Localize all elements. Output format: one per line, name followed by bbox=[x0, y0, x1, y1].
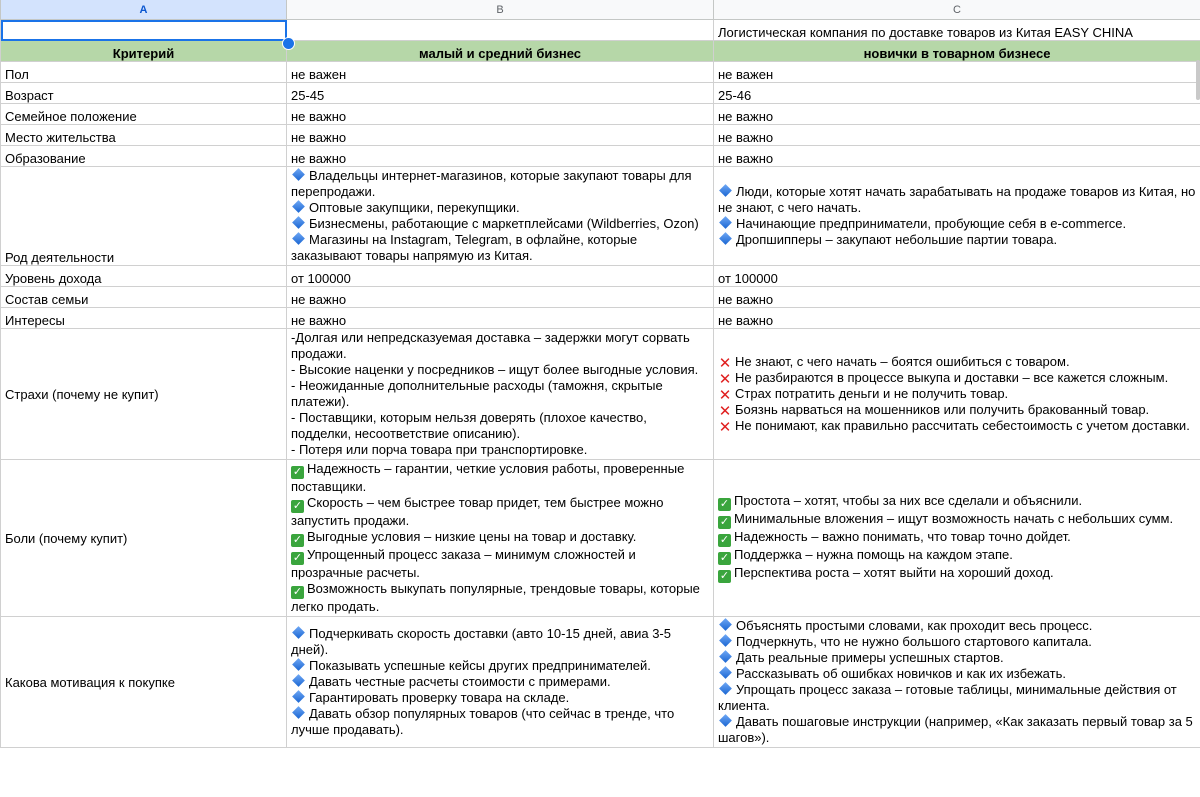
value-cell-c[interactable]: не важно bbox=[714, 308, 1200, 329]
cell-line-text: Надежность – гарантии, четкие условия работы, проверенные поставщики. bbox=[291, 461, 685, 494]
value-cell-b[interactable]: не важно bbox=[287, 308, 714, 329]
blue-diamond-icon bbox=[719, 184, 732, 197]
cell-line bbox=[291, 581, 709, 615]
cell-line-text: Гарантировать проверку товара на складе. bbox=[309, 690, 570, 705]
column-header-b[interactable]: B bbox=[287, 0, 714, 20]
value-cell-c[interactable] bbox=[714, 617, 1200, 748]
value-cell-c[interactable] bbox=[714, 460, 1200, 617]
row-sostav bbox=[1, 287, 1200, 308]
cell-line bbox=[718, 216, 1196, 232]
column-header-row bbox=[1, 0, 1200, 20]
cell-line bbox=[291, 495, 709, 529]
value-cell-b[interactable]: не важен bbox=[287, 62, 714, 83]
check-mark-icon: ✓ bbox=[292, 500, 303, 512]
value-cell-c[interactable]: от 100000 bbox=[714, 266, 1200, 287]
value-cell-b[interactable] bbox=[287, 329, 714, 460]
cell-line bbox=[718, 650, 1196, 666]
criterion-cell[interactable]: Интересы bbox=[1, 308, 287, 329]
blue-diamond-icon bbox=[292, 674, 305, 687]
cell-line bbox=[718, 184, 1196, 216]
value-cell-b[interactable]: 25-45 bbox=[287, 83, 714, 104]
cell-line bbox=[718, 402, 1196, 418]
blue-diamond-icon bbox=[292, 706, 305, 719]
criterion-cell[interactable]: Образование bbox=[1, 146, 287, 167]
cell-line-text: Рассказывать об ошибках новичков и как их избежать. bbox=[736, 666, 1066, 681]
cell-line bbox=[291, 168, 709, 200]
blue-diamond-icon bbox=[719, 682, 732, 695]
cell-line-text: Не знают, с чего начать – боятся ошибиться с товаром. bbox=[735, 354, 1070, 369]
cell-line bbox=[718, 714, 1196, 746]
row-vozrast bbox=[1, 83, 1200, 104]
vertical-scrollbar[interactable] bbox=[1196, 60, 1200, 100]
row-semya bbox=[1, 104, 1200, 125]
row-motivaciya bbox=[1, 617, 1200, 748]
criterion-cell[interactable]: Пол bbox=[1, 62, 287, 83]
check-mark-icon: ✓ bbox=[719, 570, 730, 582]
cell-line-text: Начинающие предприниматели, пробующие себя в e-commerce. bbox=[736, 216, 1127, 231]
value-cell-b[interactable] bbox=[287, 460, 714, 617]
cell-line bbox=[718, 493, 1196, 511]
row-boli bbox=[1, 460, 1200, 617]
check-mark-icon: ✓ bbox=[292, 552, 303, 564]
cell-line-text: Давать пошаговые инструкции (например, «Как заказать первый товар за 5 шагов»). bbox=[718, 714, 1193, 745]
cell-line-text: Возможность выкупать популярные, трендовые товары, которые легко продать. bbox=[291, 581, 700, 614]
cell-line-text: Люди, которые хотят начать зарабатывать на продаже товаров из Китая, но не знают, с чего начать. bbox=[718, 184, 1196, 215]
cell-line-text: Надежность – важно понимать, что товар точно дойдет. bbox=[734, 529, 1071, 544]
cell-line-text: Страх потратить деньги и не получить товар. bbox=[735, 386, 1009, 401]
cell-line bbox=[291, 442, 709, 458]
cell-line bbox=[291, 529, 709, 547]
value-cell-b[interactable]: не важно bbox=[287, 287, 714, 308]
criterion-cell[interactable]: Состав семьи bbox=[1, 287, 287, 308]
blue-diamond-icon bbox=[719, 232, 732, 245]
value-cell-c[interactable] bbox=[714, 329, 1200, 460]
cell-line-text: -Долгая или непредсказуемая доставка – задержки могут сорвать продажи. bbox=[291, 330, 690, 361]
check-mark-icon: ✓ bbox=[719, 498, 730, 510]
value-cell-c[interactable]: 25-46 bbox=[714, 83, 1200, 104]
cell-line-text: Подчеркнуть, что не нужно большого стартового капитала. bbox=[736, 634, 1092, 649]
cell-line-text: Скорость – чем быстрее товар придет, тем быстрее можно запустить продажи. bbox=[291, 495, 664, 528]
active-cell-a1[interactable] bbox=[1, 20, 287, 41]
value-cell-c[interactable]: не важно bbox=[714, 287, 1200, 308]
cell-line bbox=[718, 666, 1196, 682]
cell-line-text: Дать реальные примеры успешных стартов. bbox=[736, 650, 1004, 665]
row-rod bbox=[1, 167, 1200, 266]
row-pol bbox=[1, 62, 1200, 83]
blue-diamond-icon bbox=[719, 650, 732, 663]
cell-line bbox=[291, 690, 709, 706]
cell-line-text: Дропшипперы – закупают небольшие партии товара. bbox=[736, 232, 1058, 247]
cell-line bbox=[718, 370, 1196, 386]
blue-diamond-icon bbox=[292, 200, 305, 213]
cell-line-text: Упрощать процесс заказа – готовые таблицы, минимальные действия от клиента. bbox=[718, 682, 1177, 713]
value-cell-b[interactable]: не важно bbox=[287, 104, 714, 125]
blue-diamond-icon bbox=[719, 714, 732, 727]
cell-line bbox=[291, 232, 709, 264]
cell-line bbox=[718, 232, 1196, 248]
header-row bbox=[1, 41, 1200, 62]
blue-diamond-icon bbox=[719, 216, 732, 229]
cell-line bbox=[291, 626, 709, 658]
cell-line-text: Не разбираются в процессе выкупа и доставки – все кажется сложным. bbox=[735, 370, 1169, 385]
value-cell-b[interactable]: от 100000 bbox=[287, 266, 714, 287]
cell-line bbox=[291, 658, 709, 674]
cell-line bbox=[718, 682, 1196, 714]
criterion-cell[interactable]: Семейное положение bbox=[1, 104, 287, 125]
blue-diamond-icon bbox=[292, 626, 305, 639]
cell-line bbox=[291, 378, 709, 410]
blue-diamond-icon bbox=[719, 666, 732, 679]
cell-line-text: Минимальные вложения – ищут возможность начать с небольших сумм. bbox=[734, 511, 1174, 526]
title-row bbox=[1, 20, 1200, 41]
cell-line-text: Выгодные условия – низкие цены на товар и доставку. bbox=[307, 529, 637, 544]
check-mark-icon: ✓ bbox=[292, 466, 303, 478]
cell-line bbox=[291, 330, 709, 362]
criterion-cell[interactable]: Боли (почему купит) bbox=[1, 460, 287, 617]
cell-line-text: Объяснять простыми словами, как проходит весь процесс. bbox=[736, 618, 1093, 633]
header-segment-b[interactable]: малый и средний бизнес bbox=[287, 41, 714, 62]
cell-line bbox=[291, 200, 709, 216]
value-cell-b[interactable]: не важно bbox=[287, 125, 714, 146]
row-obrazovanie bbox=[1, 146, 1200, 167]
row-strahi bbox=[1, 329, 1200, 460]
title-cell[interactable]: Логистическая компания по доставке товаров из Китая EASY CHINA bbox=[714, 20, 1200, 41]
row-interesy bbox=[1, 308, 1200, 329]
cell-line-text: Боязнь нарваться на мошенников или получить бракованный товар. bbox=[735, 402, 1150, 417]
cross-mark-icon: ✕ bbox=[718, 371, 732, 388]
cell-line-text: Бизнесмены, работающие с маркетплейсами (Wildberries, Ozon) bbox=[309, 216, 699, 231]
cross-mark-icon: ✕ bbox=[718, 355, 732, 372]
cell-line bbox=[291, 216, 709, 232]
cell-line-text: Давать честные расчеты стоимости с примерами. bbox=[309, 674, 611, 689]
cell-line-text: Поддержка – нужна помощь на каждом этапе. bbox=[734, 547, 1013, 562]
blue-diamond-icon bbox=[719, 618, 732, 631]
cell-line-text: Перспектива роста – хотят выйти на хороший доход. bbox=[734, 565, 1054, 580]
cell-line bbox=[718, 565, 1196, 583]
value-cell-c[interactable]: не важно bbox=[714, 146, 1200, 167]
cell-line-text: Упрощенный процесс заказа – минимум сложностей и прозрачные расчеты. bbox=[291, 547, 636, 580]
cell-line bbox=[718, 634, 1196, 650]
cell-line bbox=[718, 547, 1196, 565]
row-mesto bbox=[1, 125, 1200, 146]
cross-mark-icon: ✕ bbox=[718, 387, 732, 404]
value-cell-b[interactable] bbox=[287, 617, 714, 748]
cell-line-text: Магазины на Instagram, Telegram, в офлайне, которые заказывают товары напрямую из Китая. bbox=[291, 232, 638, 263]
cell-line bbox=[718, 418, 1196, 434]
cell-line bbox=[291, 362, 709, 378]
criterion-cell[interactable]: Уровень дохода bbox=[1, 266, 287, 287]
cell-line bbox=[718, 511, 1196, 529]
cell-line bbox=[291, 410, 709, 442]
blue-diamond-icon bbox=[292, 690, 305, 703]
blue-diamond-icon bbox=[292, 168, 305, 181]
cross-mark-icon: ✕ bbox=[718, 403, 732, 420]
cell-line-text: Простота – хотят, чтобы за них все сделали и объяснили. bbox=[734, 493, 1083, 508]
blue-diamond-icon bbox=[292, 658, 305, 671]
cell-line-text: Оптовые закупщики, перекупщики. bbox=[309, 200, 520, 215]
cell-line bbox=[291, 461, 709, 495]
check-mark-icon: ✓ bbox=[719, 516, 730, 528]
cell-line bbox=[291, 547, 709, 581]
cell-b1[interactable] bbox=[287, 20, 714, 41]
cell-line bbox=[718, 354, 1196, 370]
criterion-cell[interactable]: Страхи (почему не купит) bbox=[1, 329, 287, 460]
cell-line-text: - Высокие наценки у посредников – ищут более выгодные условия. bbox=[291, 362, 699, 377]
check-mark-icon: ✓ bbox=[719, 534, 730, 546]
criterion-cell[interactable]: Род деятельности bbox=[1, 167, 287, 266]
cell-line-text: Не понимают, как правильно рассчитать себестоимость с учетом доставки. bbox=[735, 418, 1190, 433]
value-cell-c[interactable]: не важно bbox=[714, 104, 1200, 125]
cell-line bbox=[718, 529, 1196, 547]
header-criterion[interactable]: Критерий bbox=[1, 41, 287, 62]
cell-line-text: - Потеря или порча товара при транспортировке. bbox=[291, 442, 588, 457]
value-cell-b[interactable]: не важно bbox=[287, 146, 714, 167]
cell-line-text: - Поставщики, которым нельзя доверять (плохое качество, подделки, несоответствие описанию). bbox=[291, 410, 647, 441]
value-cell-b[interactable] bbox=[287, 167, 714, 266]
cell-line-text: Показывать успешные кейсы других предпринимателей. bbox=[309, 658, 651, 673]
criterion-cell[interactable]: Какова мотивация к покупке bbox=[1, 617, 287, 748]
cross-mark-icon: ✕ bbox=[718, 419, 732, 436]
header-segment-c[interactable]: новички в товарном бизнесе bbox=[714, 41, 1200, 62]
check-mark-icon: ✓ bbox=[719, 552, 730, 564]
cell-line-text: Подчеркивать скорость доставки (авто 10-15 дней, авиа 3-5 дней). bbox=[291, 626, 671, 657]
blue-diamond-icon bbox=[292, 232, 305, 245]
row-dohod bbox=[1, 266, 1200, 287]
blue-diamond-icon bbox=[719, 634, 732, 647]
value-cell-c[interactable]: не важен bbox=[714, 62, 1200, 83]
cell-line bbox=[291, 706, 709, 738]
column-header-c[interactable]: C bbox=[714, 0, 1200, 20]
selection-fill-handle[interactable] bbox=[282, 37, 295, 50]
cell-line-text: - Неожиданные дополнительные расходы (таможня, скрытые платежи). bbox=[291, 378, 663, 409]
criterion-cell[interactable]: Место жительства bbox=[1, 125, 287, 146]
cell-line bbox=[718, 386, 1196, 402]
cell-line bbox=[718, 618, 1196, 634]
cell-line bbox=[291, 674, 709, 690]
cell-line-text: Давать обзор популярных товаров (что сейчас в тренде, что лучше продавать). bbox=[291, 706, 675, 737]
value-cell-c[interactable]: не важно bbox=[714, 125, 1200, 146]
criterion-cell[interactable]: Возраст bbox=[1, 83, 287, 104]
blue-diamond-icon bbox=[292, 216, 305, 229]
cell-line-text: Владельцы интернет-магазинов, которые закупают товары для перепродажи. bbox=[291, 168, 692, 199]
value-cell-c[interactable] bbox=[714, 167, 1200, 266]
check-mark-icon: ✓ bbox=[292, 586, 303, 598]
column-header-a[interactable]: A bbox=[1, 0, 287, 20]
check-mark-icon: ✓ bbox=[292, 534, 303, 546]
